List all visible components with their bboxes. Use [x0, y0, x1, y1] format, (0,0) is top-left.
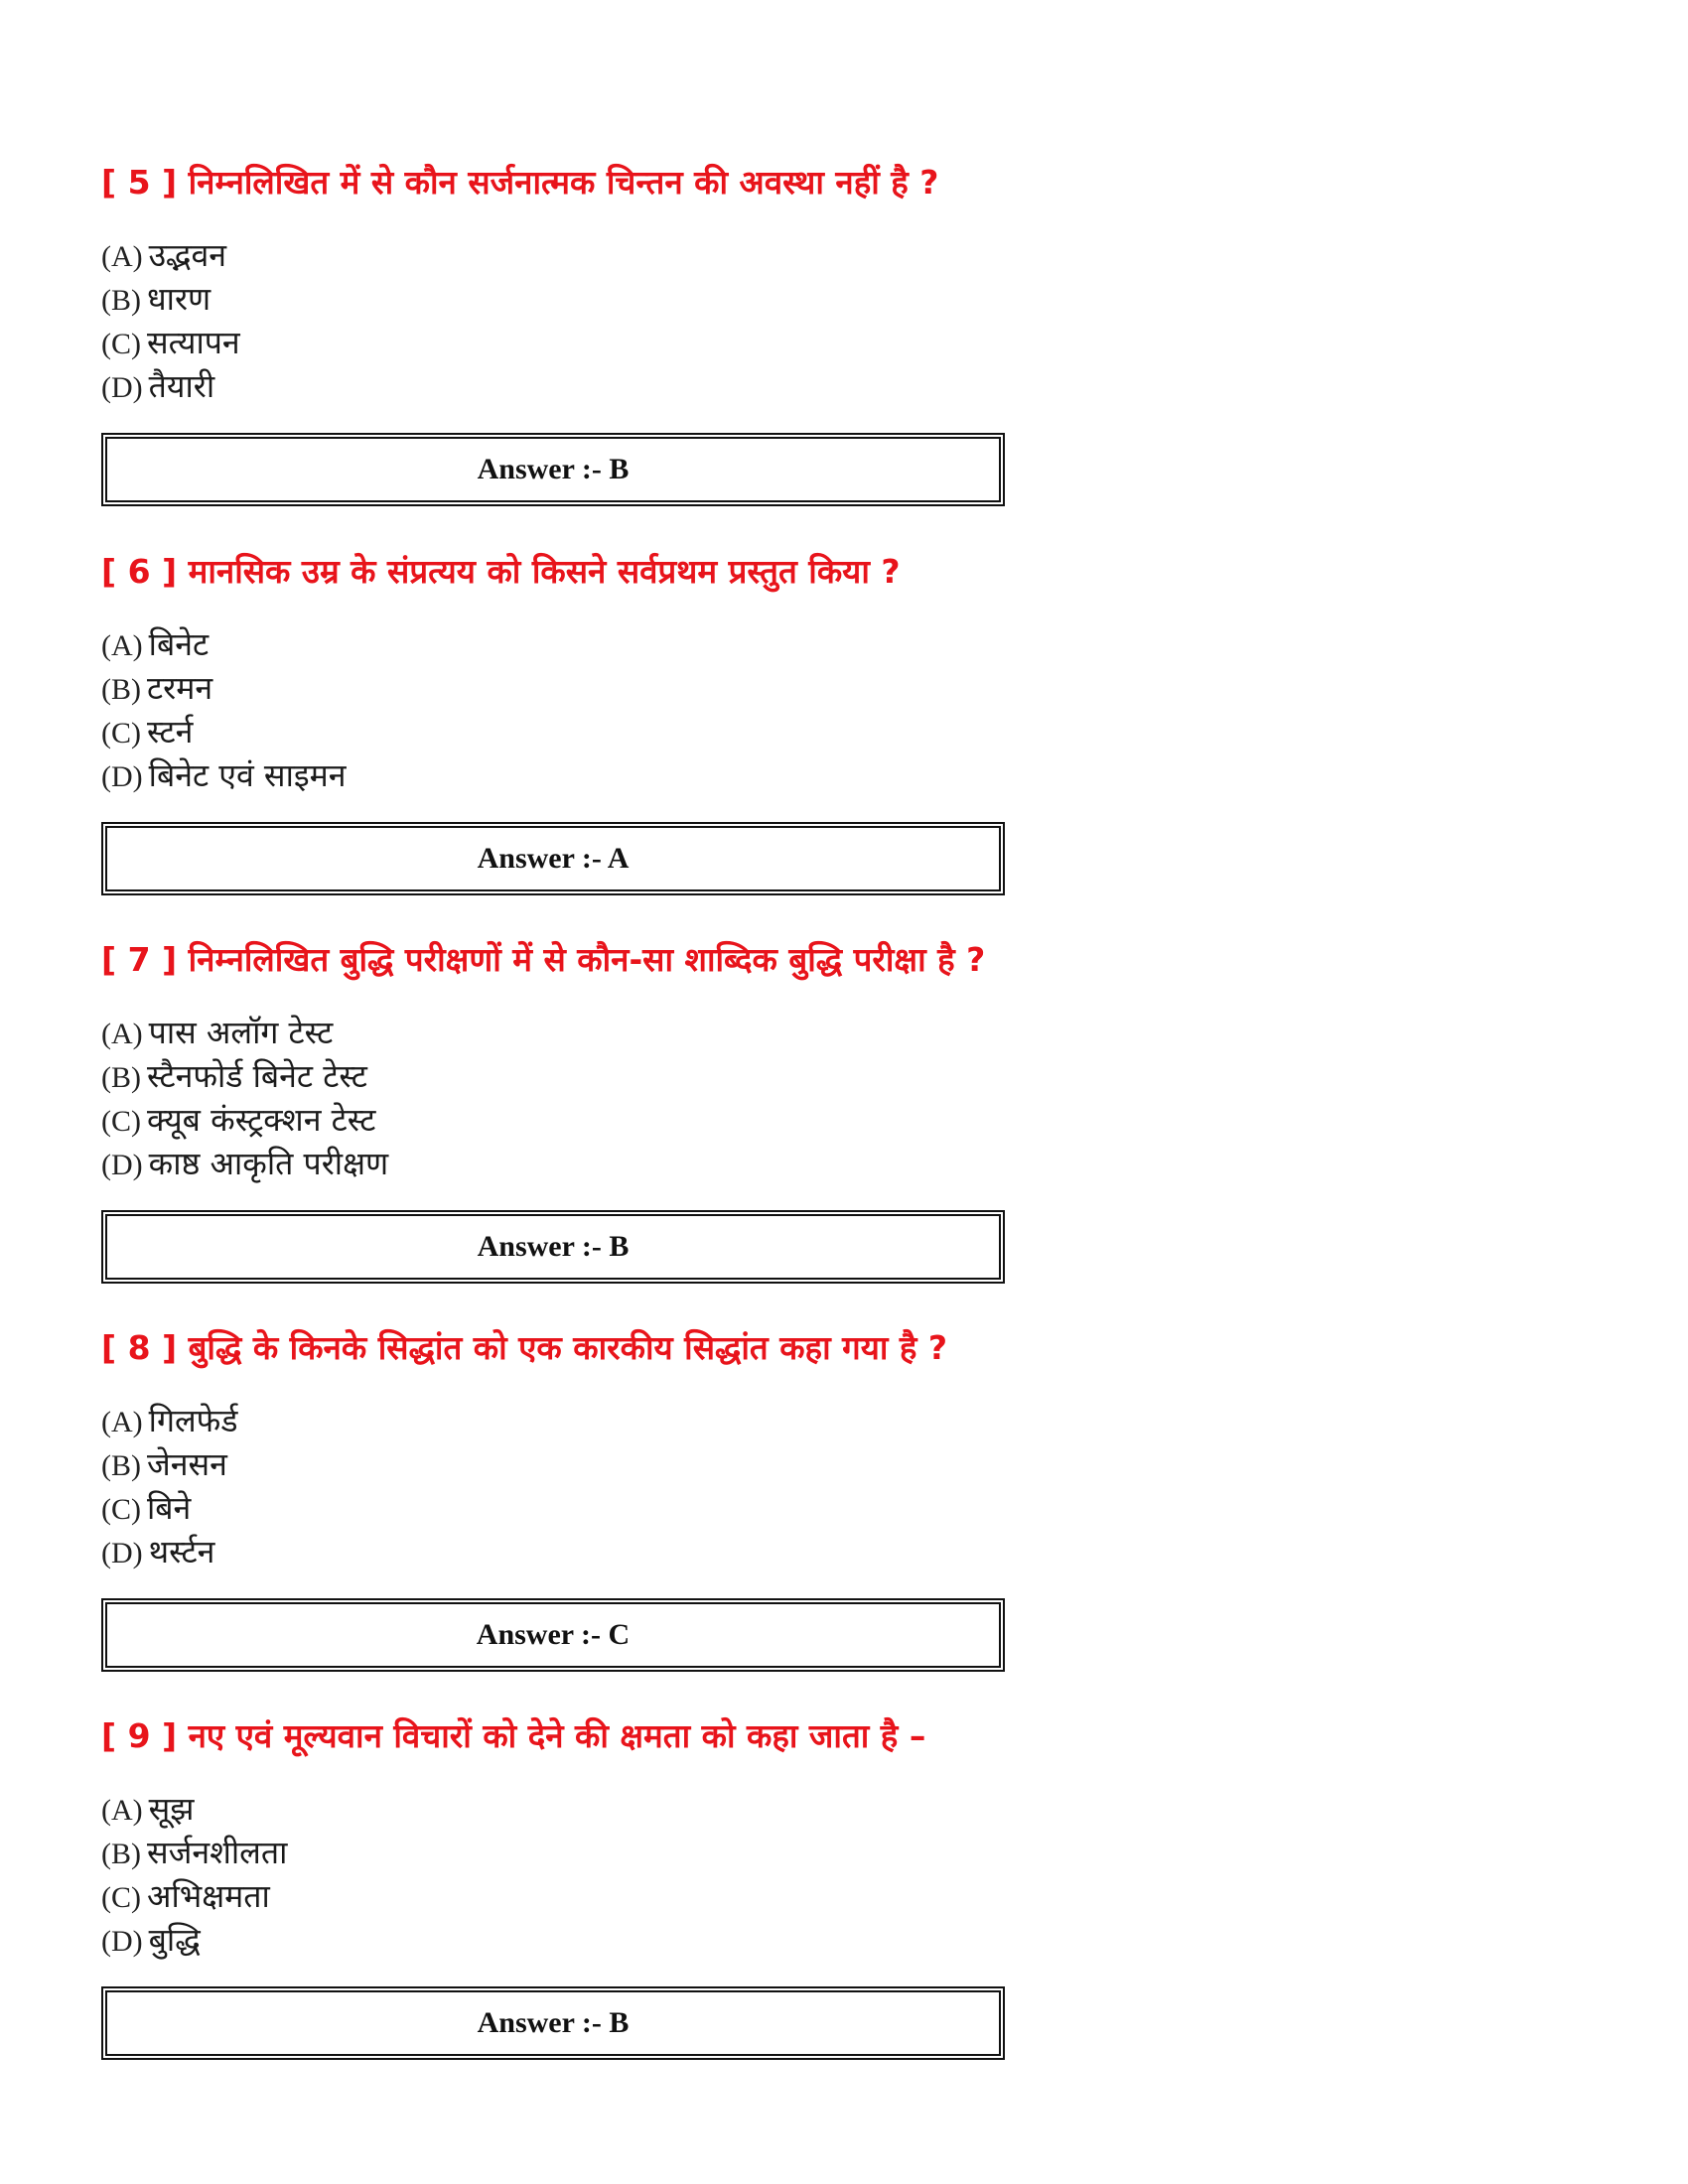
options-list	[101, 1787, 287, 1962]
option-letter: (D)	[101, 1925, 143, 1958]
option-item	[101, 1399, 237, 1442]
answer-box: Answer :- B	[101, 433, 1005, 506]
option-item	[101, 1831, 287, 1874]
question-block	[101, 1713, 1104, 2039]
question-title: [ 6 ] मानसिक उम्र के संप्रत्यय को किसने सर्वप्रथम प्रस्तुत किया ?	[101, 552, 901, 591]
option-item	[101, 1787, 287, 1831]
option-letter: (A)	[101, 240, 143, 273]
option-item	[101, 710, 346, 753]
answer-box: Answer :- B	[101, 1210, 1005, 1284]
option-text: अभिक्षमता	[147, 1877, 270, 1915]
options-list	[101, 1399, 237, 1573]
option-text: टरमन	[147, 669, 213, 707]
option-text: जेनसन	[147, 1445, 227, 1483]
options-list	[101, 622, 346, 797]
option-item	[101, 277, 240, 321]
option-letter: (B)	[101, 284, 141, 317]
option-text: सूझ	[148, 1790, 195, 1828]
options-list	[101, 1011, 388, 1185]
question-title: [ 5 ] निम्नलिखित में से कौन सर्जनात्मक चिन्तन की अवस्था नहीं है ?	[101, 163, 939, 202]
option-item	[101, 321, 240, 364]
option-text: काष्ठ आकृति परीक्षण	[148, 1145, 389, 1182]
answer-box: Answer :- B	[101, 1986, 1005, 2060]
question-block	[101, 937, 1104, 1263]
option-text: पास अलॉग टेस्ट	[148, 1014, 334, 1051]
option-text: थर्स्टन	[148, 1533, 215, 1570]
option-item	[101, 622, 346, 666]
option-item	[101, 1142, 388, 1185]
option-item	[101, 666, 346, 710]
answer-box: Answer :- A	[101, 822, 1005, 895]
option-text: तैयारी	[148, 367, 215, 405]
option-letter: (D)	[101, 1149, 143, 1181]
option-letter: (A)	[101, 1018, 143, 1050]
option-letter: (C)	[101, 328, 141, 360]
option-item	[101, 753, 346, 797]
option-letter: (B)	[101, 1449, 141, 1482]
option-letter: (C)	[101, 1105, 141, 1138]
option-letter: (B)	[101, 1061, 141, 1094]
option-text: सत्यापन	[147, 324, 240, 361]
option-text: स्टर्न	[147, 713, 194, 751]
option-text: बिनेट एवं साइमन	[148, 756, 347, 794]
options-list	[101, 233, 240, 408]
option-text: क्यूब कंस्ट्रक्शन टेस्ट	[147, 1101, 376, 1139]
question-title: [ 7 ] निम्नलिखित बुद्धि परीक्षणों में से कौन-सा शाब्दिक बुद्धि परीक्षा है ?	[101, 940, 986, 979]
option-text: बिने	[147, 1489, 192, 1527]
option-item	[101, 1486, 237, 1530]
option-item	[101, 1874, 287, 1918]
option-letter: (D)	[101, 371, 143, 404]
option-item	[101, 1098, 388, 1142]
option-letter: (A)	[101, 1406, 143, 1438]
question-block	[101, 1325, 1104, 1651]
option-text: उद्भवन	[148, 236, 226, 274]
answer-box: Answer :- C	[101, 1598, 1005, 1672]
option-item	[101, 1918, 287, 1962]
option-text: बिनेट	[148, 625, 210, 663]
option-letter: (D)	[101, 1537, 143, 1570]
question-title: [ 8 ] बुद्धि के किनके सिद्धांत को एक कारकीय सिद्धांत कहा गया है ?	[101, 1328, 948, 1367]
option-letter: (A)	[101, 1794, 143, 1827]
question-title: [ 9 ] नए एवं मूल्यवान विचारों को देने की क्षमता को कहा जाता है –	[101, 1716, 926, 1755]
option-text: बुद्धि	[148, 1921, 201, 1959]
option-text: गिलफेर्ड	[148, 1402, 238, 1439]
option-text: सर्जनशीलता	[147, 1834, 288, 1871]
option-item	[101, 364, 240, 408]
option-letter: (B)	[101, 673, 141, 706]
option-item	[101, 1442, 237, 1486]
question-block	[101, 160, 1104, 485]
option-item	[101, 233, 240, 277]
option-letter: (C)	[101, 717, 141, 750]
option-letter: (A)	[101, 629, 143, 662]
option-item	[101, 1054, 388, 1098]
option-item	[101, 1530, 237, 1573]
option-item	[101, 1011, 388, 1054]
question-block	[101, 549, 1104, 875]
option-letter: (B)	[101, 1838, 141, 1870]
option-text: धारण	[147, 280, 211, 318]
option-letter: (C)	[101, 1493, 141, 1526]
option-text: स्टैनफोर्ड बिनेट टेस्ट	[147, 1057, 367, 1095]
option-letter: (C)	[101, 1881, 141, 1914]
option-letter: (D)	[101, 760, 143, 793]
